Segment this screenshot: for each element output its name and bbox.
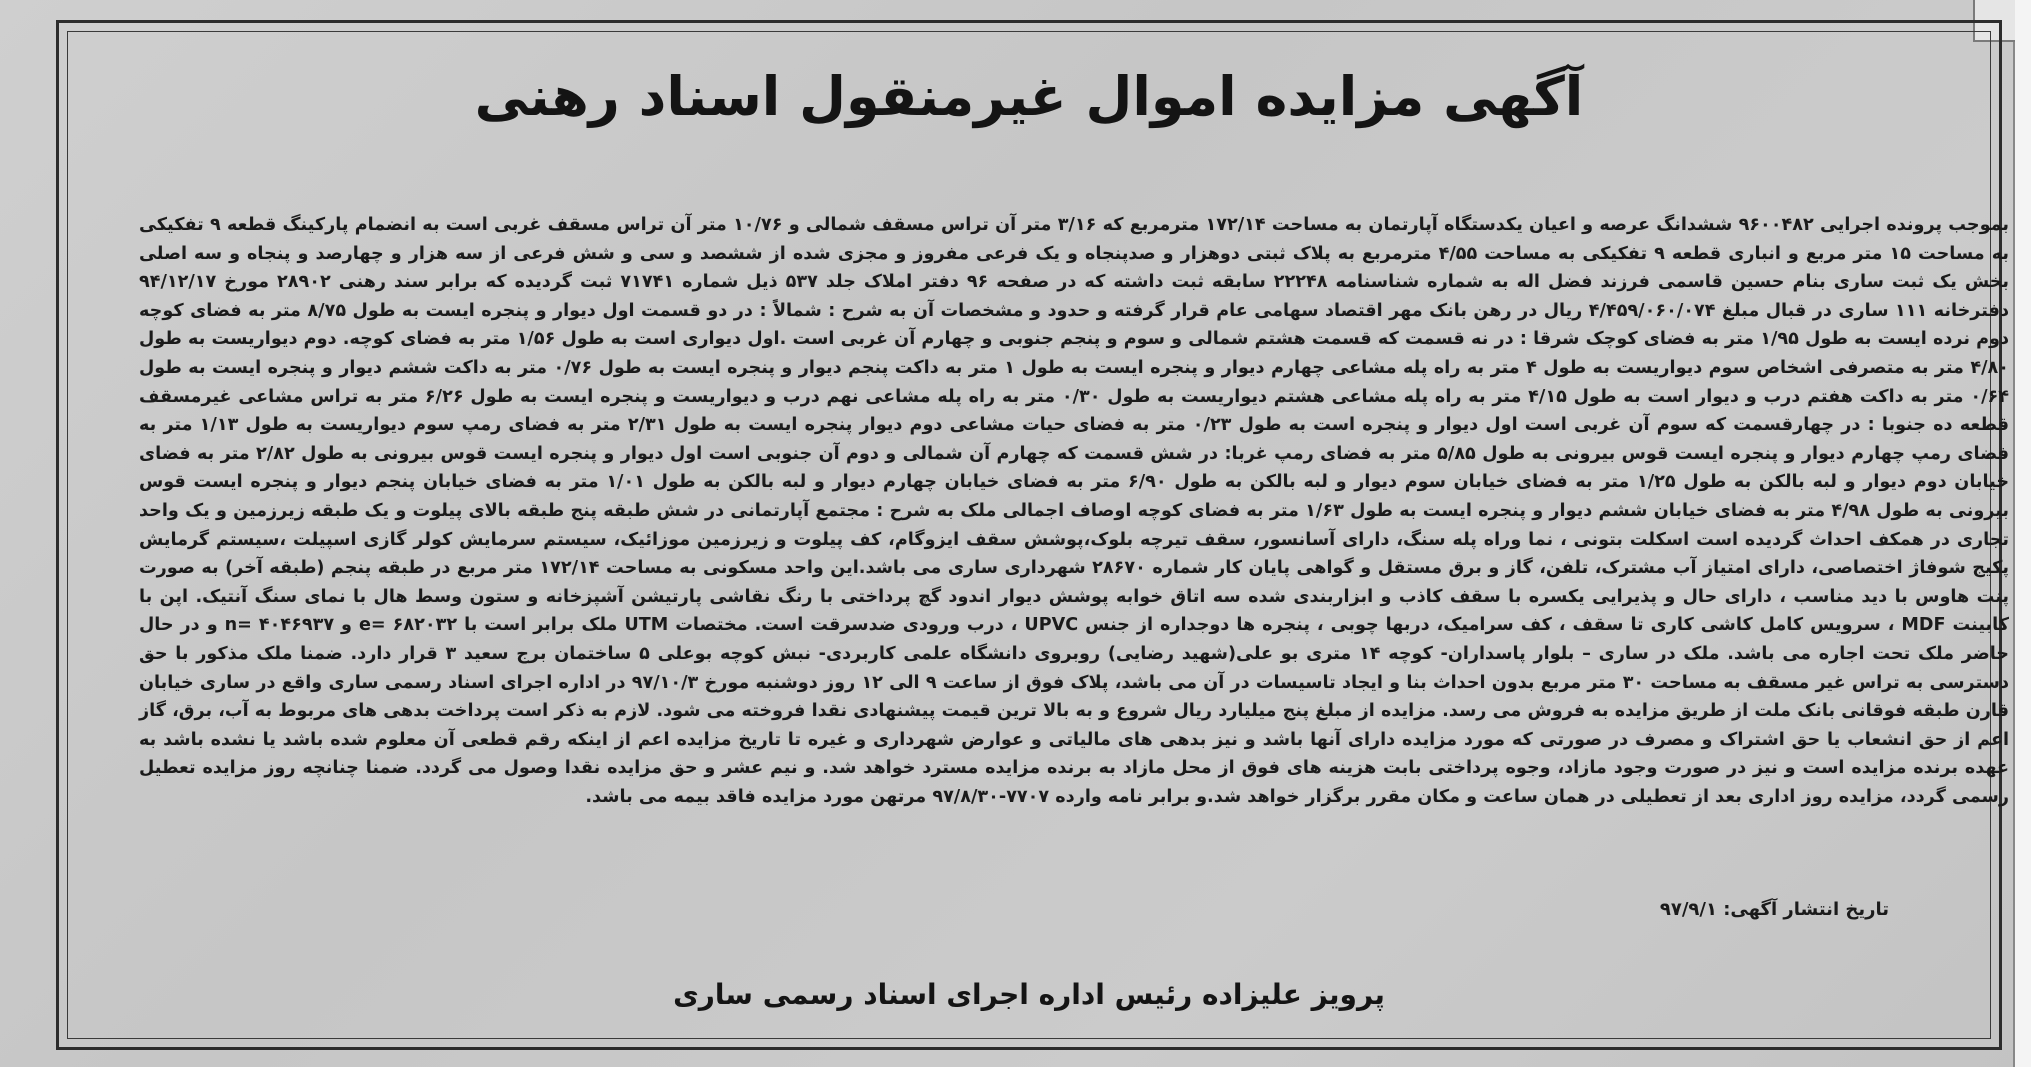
signature-line: پرویز علیزاده رئیس اداره اجرای اسناد رسمی ساری [673,978,1385,1011]
publication-date: تاریخ انتشار آگهی: ۹۷/۹/۱ [1659,899,1889,920]
page-edge [2013,0,2031,1067]
notice-frame [56,20,2010,1050]
notice-body: بموجب پرونده اجرایی ۹۶۰۰۴۸۲ ششدانگ عرصه و اعیان یکدستگاه آپارتمان به مساحت ۱۷۲/۱۴ مترمربع که ۳/۱۶ متر آن تراس مسقف شمالی و ۱۰/۷۶ متر آن تراس مسقف غربی است به انضمام پارکینگ قطعه ۹ تفکیکی به مساحت ۱۵ متر مربع و انباری قطعه ۹ تفکیکی به مساحت ۴/۵۵ مترمربع به پلاک ثبتی دوهزار و صدپنجاه و یک فرعی مفروز و مجزی شده از ششصد و سی و شش فرعی از سه هزار و چهارصد و پنجاه و سه اصلی بخش یک ثبت ساری بنام حسین قاسمی فرزند فضل اله به شماره شناسنامه ۲۲۲۴۸ سابقه ثبت داشته که در صفحه ۹۶ دفتر املاک جلد ۵۳۷ ذیل شماره ۷۱۷۴۱ ثبت گردیده که برابر سند رهنی ۲۸۹۰۲ مورخ ۹۴/۱۲/۱۷ دفترخانه ۱۱۱ ساری در قبال مبلغ ۴/۴۵۹/۰۶۰/۰۷۴ ریال در رهن بانک مهر اقتصاد سهامی عام قرار گرفته و حدود و مشخصات آن به شرح : شمالاً : در دو قسمت اول دیوار و پنجره ایست به طول ۸/۷۵ متر به فضای کوچه دوم نرده ایست به طول ۱/۹۵ متر به فضای کوچک شرقا : در نه قسمت که قسمت هشتم شمالی و سوم و پنجم جنوبی و چهارم آن غربی است .اول دیواری است به طول ۱/۵۶ متر به فضای کوچه. دوم دیواریست به طول ۴/۸۰ متر به متصرفی اشخاص سوم دیواریست به طول ۴ متر به راه پله مشاعی چهارم دیوار و پنجره ایست به طول ۱ متر به داکت پنجم دیوار و پنجره ایست به طول ۰/۷۶ متر به داکت ششم دیوار و پنجره ایست به طول ۰/۶۴ متر به داکت هفتم درب و دیوار است به طول ۴/۱۵ متر به راه پله مشاعی هشتم دیواریست به طول ۰/۳۰ متر به راه پله مشاعی نهم درب و دیواریست و پنجره ایست به طول ۶/۲۶ متر به تراس مشاعی غیرمسقف قطعه ده جنوبا : در چهارقسمت که سوم آن غربی است اول دیوار و پنجره است به طول ۰/۲۳ متر به فضای حیات مشاعی دوم دیوار پنجره ایست به طول ۲/۳۱ متر به فضای رمپ سوم دیواریست به طول ۱/۱۳ متر به فضای رمپ چهارم دیوار و پنجره ایست قوس بیرونی به طول ۵/۸۵ متر به فضای رمپ غربا: در شش قسمت که چهارم آن شمالی و دوم آن جنوبی است اول دیوار و پنجره ایست قوس بیرونی به طول ۲/۸۲ متر به فضای خیابان دوم دیوار و لبه بالکن به طول ۱/۲۵ متر به فضای خیابان سوم دیوار و لبه بالکن به طول ۶/۹۰ متر به فضای خیابان چهارم دیوار و لبه بالکن به طول ۱/۰۱ متر به فضای خیابان پنجم دیوار و پنجره ایست قوس بیرونی به طول ۴/۹۸ متر به فضای خیابان ششم دیوار و پنجره ایست به طول ۱/۶۳ متر به فضای کوچه اوصاف اجمالی ملک به شرح : مجتمع آپارتمانی در شش طبقه پنج طبقه بالای پیلوت و یک طبقه زیرزمین و یک واحد تجاری در همکف احداث گردیده است اسکلت بتونی ، نما وراه پله سنگ، دارای آسانسور، سقف تیرچه بلوک،پوشش سقف ایزوگام، کف پیلوت و زیرزمین موزائیک، سیستم سرمایش کولر گازی اسپیلت ،سیستم گرمایش پکیج شوفاژ اختصاصی، دارای امتیاز آب مشترک، تلفن، گاز و برق مستقل و گواهی پایان کار شماره ۲۸۶۷۰ شهرداری ساری می باشد.این واحد مسکونی به مساحت ۱۷۲/۱۴ متر مربع در طبقه پنجم (طبقه آخر) به صورت پنت هاوس با دید مناسب ، دارای حال و پذیرایی یکسره با سقف کاذب و ابزاربندی شده سه اتاق خوابه پوشش دیوار اندود گچ پرداختی با رنگ نقاشی پارتیشن آشپزخانه و ستون وسط هال با نمای سنگ آنتیک. اپن با کابینت MDF ، سرویس کامل کاشی کاری تا سقف ، کف سرامیک، دربها چوبی ، پنجره ها دوجداره از جنس UPVC ، درب ورودی ضدسرقت است. مختصات UTM ملک برابر است با ۶۸۲۰۳۲ =e و ۴۰۴۶۹۳۷ =n و در حال حاضر ملک تحت اجاره می باشد. ملک در ساری – بلوار پاسداران- کوچه ۱۴ متری بو علی(شهید رضایی) روبروی دانشگاه علمی کاربردی- نبش کوچه بوعلی ۵ ساختمان برج سعید ۳ قرار دارد. ضمنا ملک مذکور با حق دسترسی به تراس غیر مسقف به مساحت ۳۰ متر مربع بدون احداث بنا و ایجاد تاسیسات در آن می باشد، پلاک فوق از ساعت ۹ الی ۱۲ روز دوشنبه مورخ ۹۷/۱۰/۳ در اداره اجرای اسناد رسمی ساری واقع در ساری خیابان قارن طبقه فوقانی بانک ملت از طریق مزایده به فروش می رسد. مزایده از مبلغ پنج میلیارد ریال شروع و به بالا ترین قیمت پیشنهادی نقدا فروخته می شود. لازم به ذکر است پرداخت بدهی های مربوط به آب، برق، گاز اعم از حق انشعاب یا حق اشتراک و مصرف در صورتی که مورد مزایده دارای آنها باشد و نیز بدهی های مالیاتی و عوارض شهرداری و غیره تا تاریخ مزایده اعم از اینکه رقم قطعی آن معلوم شده باشد یا نشده باشد به عهده برنده مزایده است و نیز در صورت وجود مازاد، وجوه پرداختی بابت هزینه های فوق از محل مازاد به برنده مزایده مسترد خواهد شد. و نیم عشر و حق مزایده نقدا وصول می گردد. ضمنا چنانچه روز مزایده تعطیل رسمی گردد، مزایده روز اداری بعد از تعطیلی در همان ساعت و مکان مقرر برگزار خواهد شد.و برابر نامه وارده ۷۷۰۷-۹۷/۸/۳۰ مرتهن مورد مزایده فاقد بیمه می باشد. [139,215,2010,807]
notice-title: آگهی مزایده اموال غیرمنقول اسناد رهنی [474,65,1584,128]
